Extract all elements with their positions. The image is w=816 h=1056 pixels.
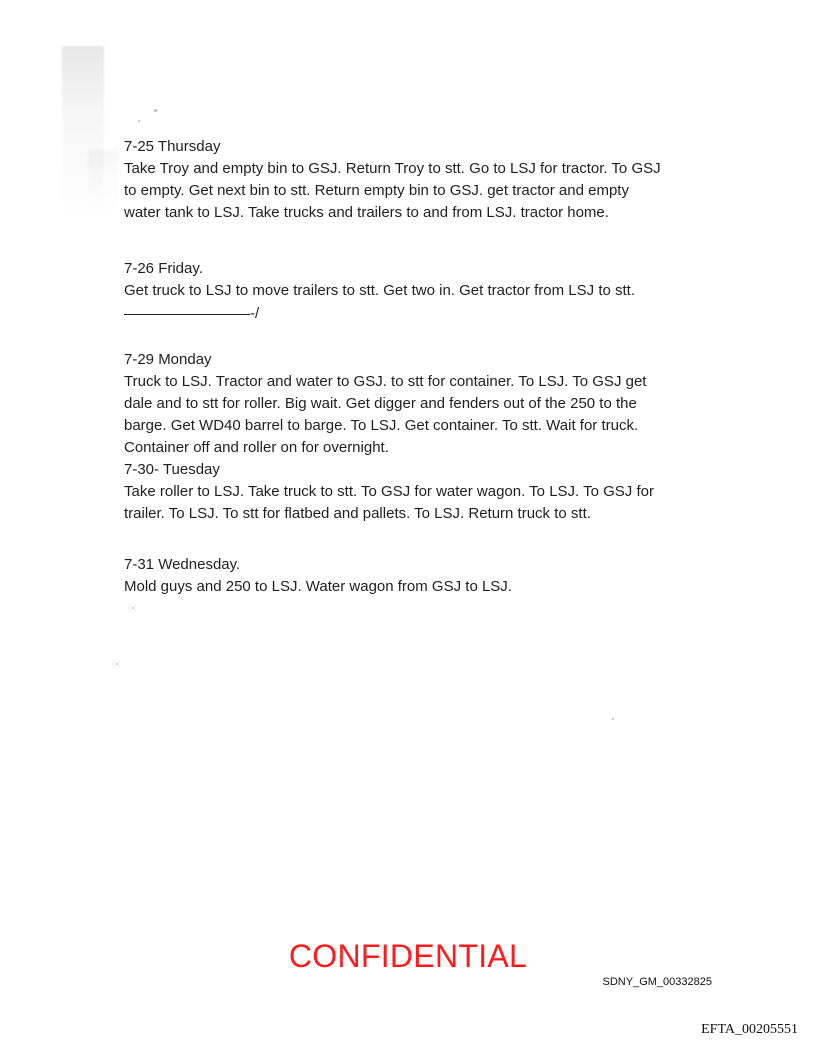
- rule-tail: -/: [250, 305, 260, 322]
- entry-line: water tank to LSJ. Take trucks and trailers to and from LSJ. tractor home.: [124, 204, 609, 221]
- handwritten-log-content: [124, 136, 694, 627]
- entry-line: Truck to LSJ. Tractor and water to GSJ. to stt for container. To LSJ. To GSJ get: [124, 373, 647, 390]
- entry-line: Take roller to LSJ. Take truck to stt. To GSJ for water wagon. To LSJ. To GSJ for: [124, 483, 654, 500]
- entry-line: Get truck to LSJ to move trailers to stt. Get two in. Get tractor from LSJ to stt.: [124, 282, 636, 299]
- efta-identifier: EFTA_00205551: [701, 1022, 798, 1037]
- entry-7-31: [124, 554, 694, 598]
- entry-date: 7-29 Monday: [124, 351, 212, 368]
- scan-speck: [116, 663, 118, 665]
- handwritten-rule: [124, 304, 260, 322]
- entry-7-25: [124, 136, 694, 224]
- bates-number: SDNY_GM_00332825: [602, 976, 712, 988]
- entry-line: barge. Get WD40 barrel to barge. To LSJ. Get container. To stt. Wait for truck.: [124, 417, 639, 434]
- entry-line: to empty. Get next bin to stt. Return empty bin to GSJ. get tractor and empty: [124, 182, 629, 199]
- scan-speck: [612, 718, 614, 720]
- entry-line: trailer. To LSJ. To stt for flatbed and pallets. To LSJ. Return truck to stt.: [124, 505, 591, 522]
- scan-speck: [154, 109, 157, 112]
- entry-line: dale and to stt for roller. Big wait. Get digger and fenders out of the 250 to the: [124, 395, 637, 412]
- entry-date: 7-31 Wednesday.: [124, 556, 241, 573]
- confidential-stamp: CONFIDENTIAL: [288, 938, 528, 974]
- entry-7-26: [124, 258, 694, 320]
- scan-speck: [138, 120, 140, 122]
- rule-line: [124, 314, 250, 315]
- entry-line: Take Troy and empty bin to GSJ. Return Troy to stt. Go to LSJ for tractor. To GSJ: [124, 160, 661, 177]
- entry-7-29: [124, 349, 694, 459]
- entry-line: Container off and roller on for overnight.: [124, 439, 389, 456]
- scan-artifact-shadow-small: [88, 150, 118, 220]
- entry-7-30: [124, 459, 694, 525]
- entry-date: 7-25 Thursday: [124, 138, 221, 155]
- entry-date: 7-30- Tuesday: [124, 461, 220, 478]
- entry-line: Mold guys and 250 to LSJ. Water wagon from GSJ to LSJ.: [124, 578, 512, 595]
- entry-date: 7-26 Friday.: [124, 260, 203, 277]
